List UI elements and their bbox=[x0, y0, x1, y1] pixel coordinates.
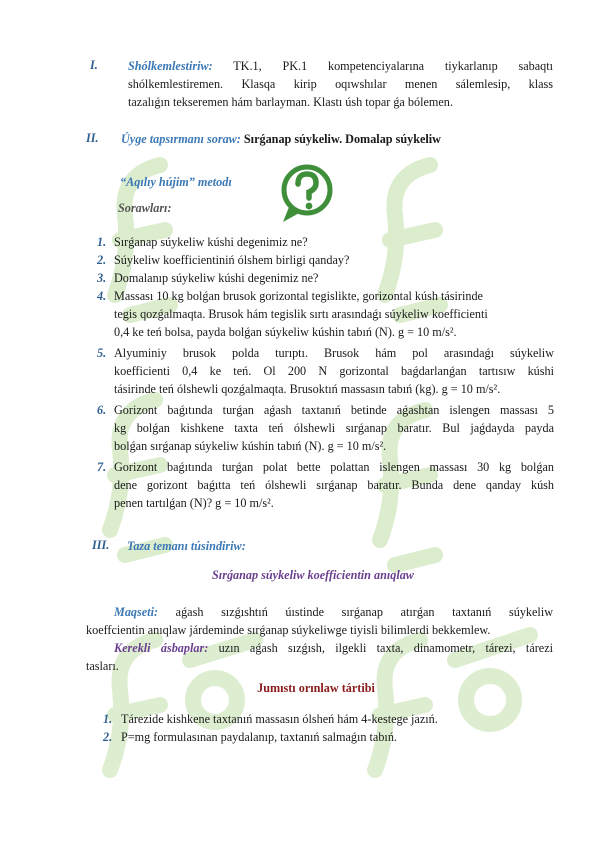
question-number: 7. bbox=[97, 460, 107, 474]
section-1-label: Shólkemlestiriw: bbox=[128, 59, 213, 73]
question-number: 3. bbox=[97, 271, 107, 285]
question-text: Gorizont baǵıtında turǵan polat bette polattan islengen massası 30 kg bolǵan bbox=[114, 460, 554, 474]
questions-label: Sorawları: bbox=[118, 201, 172, 215]
tools-label: Kerekli ásbaplar: bbox=[114, 641, 209, 655]
question-text: Massası 10 kg bolǵan brusok gorizontal tegislikte, gorizontal kúsh tásirinde bbox=[114, 289, 483, 303]
question-bubble-icon bbox=[279, 162, 335, 226]
section-1-line2: shólkemlestiremen. Klasqa kirip oqıwshılar menen sálemlesip, klass bbox=[128, 77, 553, 91]
question-text: Domalanıp súykeliw kúshi degenimiz ne? bbox=[114, 271, 319, 285]
question-number: 6. bbox=[97, 403, 107, 417]
section-1-text: TK.1, PK.1 kompetenciyalarına tiykarlanıp sabaqtı bbox=[233, 59, 553, 73]
goal-line2: koeffcientin anıqlaw járdeminde sırǵanap súykeliwge tiyisli bilimlerdi bekkemlew. bbox=[86, 623, 491, 637]
question-text: koefficienti 0,4 ke teń. Ol 200 N gorizontal baǵdarlanǵan tartısıw kúshi bbox=[114, 364, 554, 378]
goal-text: aǵash sızǵıshtıń úıstinde sırǵanap atırǵan taxtanıń súykeliw bbox=[175, 605, 554, 619]
question-text: dene gorizont baǵıtta teń ólshewli sırǵanap baratır. Bunda dene qanday kúsh bbox=[114, 478, 554, 492]
step-number: 1. bbox=[103, 712, 113, 726]
question-text: penen tartılǵan (N)? g = 10 m/s². bbox=[114, 496, 274, 510]
question-text: Súykeliw koefficientiniń ólshem birligi qanday? bbox=[114, 253, 350, 267]
section-1-line3: tazalıǵın tekseremen hám barlayman. Klastı úsh topar ǵa bólemen. bbox=[128, 95, 453, 109]
section-3-label: Taza temanı túsindiriw: bbox=[127, 539, 246, 553]
procedure-title: Jumıstı orınlaw tártibi bbox=[257, 681, 375, 695]
question-number: 1. bbox=[97, 235, 107, 249]
step-number: 2. bbox=[103, 730, 113, 744]
section-2-numeral: II. bbox=[86, 131, 99, 145]
question-text: tásirinde teń ólshewli qozǵalmaqta. Brusoktıń massasın tabıń (kg). g = 10 m/s². bbox=[114, 382, 501, 396]
lab-topic-title: Sırǵanap súykeliw koefficientin anıqlaw bbox=[212, 568, 414, 582]
goal-line1 bbox=[114, 603, 553, 621]
section-1-numeral: I. bbox=[90, 58, 98, 72]
section-1-line1 bbox=[128, 57, 553, 75]
goal-label: Maqseti: bbox=[114, 605, 159, 619]
method-title: “Aqılıy hújim” metodı bbox=[120, 175, 232, 189]
tools-line2: tasları. bbox=[86, 659, 119, 673]
question-text: Alyuminiy brusok polda turıptı. Brusok hám pol arasındaǵı súykeliw bbox=[114, 346, 554, 360]
section-3-numeral: III. bbox=[92, 538, 110, 552]
step-text: P=mg formulasınan paydalanıp, taxtanıń salmaǵın tabıń. bbox=[121, 730, 397, 744]
question-number: 2. bbox=[97, 253, 107, 267]
section-2-topic: Sırǵanap súykeliw. Domalap súykeliw bbox=[243, 132, 441, 146]
question-text: Gorizont baǵıtında turǵan aǵash taxtanıń betinde aǵashtan islengen massası 5 bbox=[114, 403, 554, 417]
tools-text: uzın aǵash sızǵısh, ilgekli taxta, dinamometr, tárezi, tárezi bbox=[218, 641, 553, 655]
question-text: Sırǵanap súykeliw kúshi degenimiz ne? bbox=[114, 235, 308, 249]
question-text: 0,4 ke teń bolsa, payda bolǵan súykeliw kúshin tabıń (N). g = 10 m/s². bbox=[114, 325, 457, 339]
section-2-label: Úyge tapsırmanı soraw: bbox=[121, 132, 241, 146]
tools-line1 bbox=[114, 639, 553, 657]
question-text: kg bolǵan kishkene taxta teń ólshewli sırǵanap baratır. Bul jaǵdayda payda bbox=[114, 421, 554, 435]
question-text: bolǵan sırǵanap súykeliw kúshin tabıń (N). g = 10 m/s². bbox=[114, 439, 387, 453]
question-number: 5. bbox=[97, 346, 107, 360]
question-number: 4. bbox=[97, 289, 107, 303]
question-text: tegis qozǵalmaqta. Brusok hám tegislik sırtı arasındaǵı súykeliw koefficienti bbox=[114, 307, 488, 321]
section-2-heading bbox=[121, 130, 561, 148]
step-text: Tárezide kishkene taxtanıń massasın ólsheń hám 4-kestege jazıń. bbox=[121, 712, 438, 726]
